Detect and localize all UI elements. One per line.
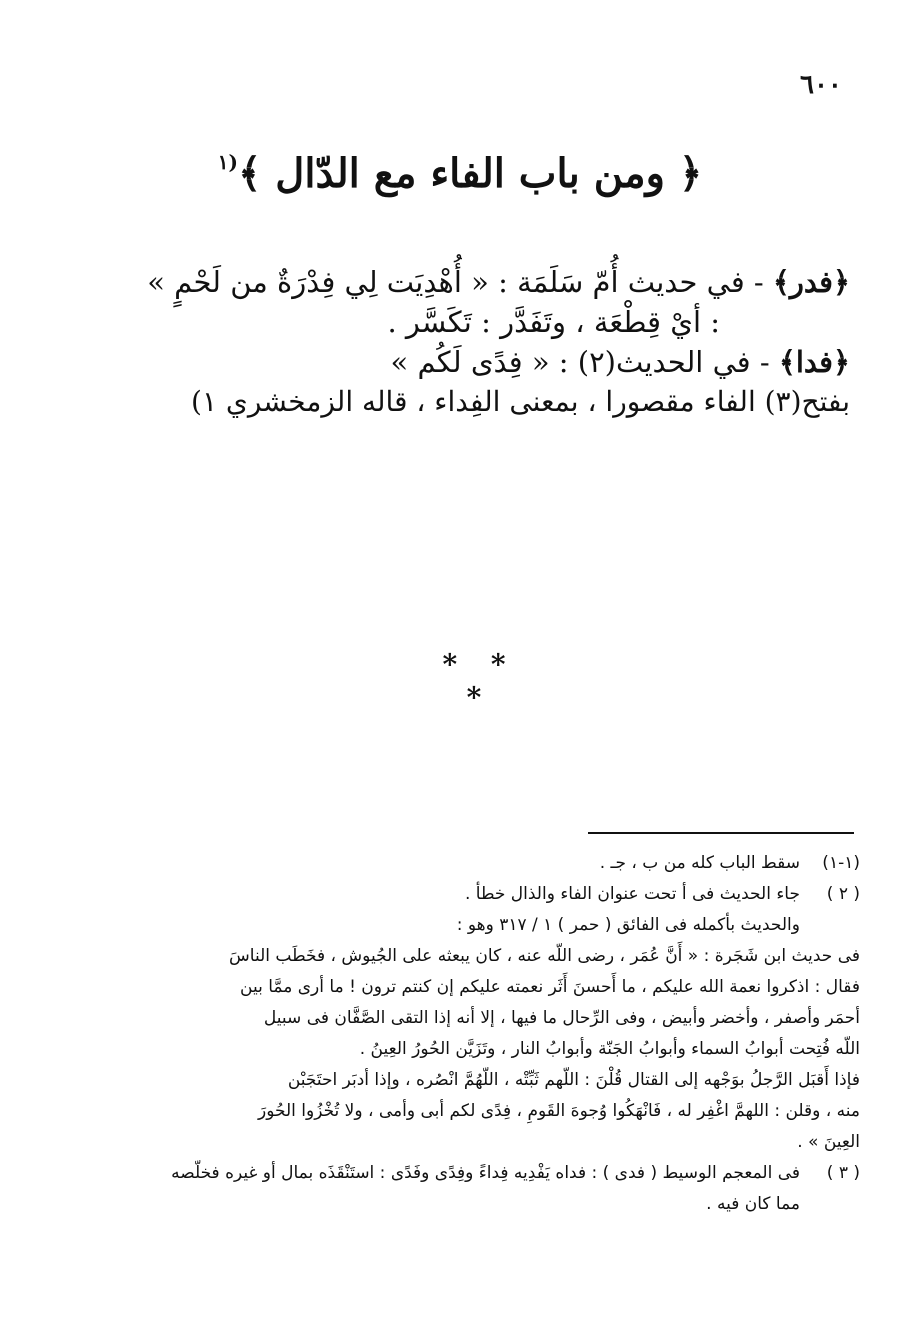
quote-line-1: فى حديث ابن شَجَرة : « أَنَّ عُمَر ، رضى اللّه عنه ، كان يبعثه على الجُيوش ، فخَطَب الناسَ [229, 946, 860, 966]
footnote-3-line-2: مما كان فيه . [706, 1194, 800, 1214]
chapter-title-text: ﴿ ومن باب الفاء مع الدّال ﴾ [237, 150, 703, 197]
footnote-2-text: جاء الحديث فى أ تحت عنوان الفاء والذال خطأ . [464, 884, 800, 904]
entry-fada-headword: ﴿فدا﴾ [778, 345, 850, 379]
entry-fada-text-1: - في الحديث(٢) : « فِدًى لَكُم » [390, 345, 770, 379]
footnotes [60, 848, 860, 1220]
quote-line-5: فإذا أَقبَل الرَّجلُ بوَجْهه إلى القتال قُلْنَ : اللّهم ثَبِّتْه ، اللّهُمَّ انْصُره ، وإذا أدبَر احتَجَبْن [287, 1070, 860, 1090]
quote-line-3: أحمَر وأصفر ، وأخضر وأبيض ، وفى الرِّحال ما فيها ، إلا أنه إذا التقى الصَّفَّان فى سبيل [263, 1008, 860, 1028]
footnote-2-line-2: والحديث بأكمله فى الفائق ( حمر ) ١ / ٣١٧ وهو : [456, 915, 800, 935]
entry-fada-line-2: بفتح(٣) الفاء مقصورا ، بمعنى الفِداء ، قاله الزمخشري ١) [191, 385, 850, 418]
footnote-1-text: سقط الباب كله من ب ، جـ . [599, 853, 800, 873]
footnote-1 [60, 848, 860, 879]
footnote-1-number: (١-١) [822, 853, 860, 873]
footnote-rule [588, 832, 854, 834]
footnote-3-number: ( ٣ ) [826, 1163, 860, 1183]
footnote-2 [60, 879, 860, 1158]
footnote-2-quote [60, 941, 860, 1158]
footnote-3-text: فى المعجم الوسيط ( فدى ) : فداه يَفْدِيه فِداءً وفِدًى وفَدًى : استَنْقَذَه بمال أو غيره فخلّصه [171, 1163, 800, 1183]
footnote-3 [60, 1158, 860, 1220]
chapter-note-marker: (١ [217, 150, 238, 174]
entry-fadr-headword: ﴿فدر﴾ [772, 265, 850, 299]
quote-line-6: منه ، وقلن : اللهمَّ اغْفِر له ، فَانْهَكُوا وُجوهَ القَومِ ، فِدًى لكم أبى وأمى ، ولا تُخْزُوا الحُورَ [257, 1101, 860, 1121]
quote-line-2: فقال : اذكروا نعمة الله عليكم ، ما أَحسنَ أَثَر نعمته عليكم إن كنتم ترون ! ما أرى ممَّا بين [240, 977, 860, 997]
quote-line-4: اللّه فُتِحت أبوابُ السماء وأبوابُ الجَنّة وأبوابُ النار ، وتَزَيَّن الحُورُ العِينُ . [359, 1039, 860, 1059]
entry-fadr-text-1: - في حديث أُمّ سَلَمَة : « أُهْدِيَت لِي فِدْرَةٌ من لَحْمٍ » [147, 265, 764, 299]
chapter-title [180, 150, 740, 197]
page-number: ٦٠٠ [800, 70, 842, 100]
entry-fadr-line-1 [80, 262, 850, 302]
entry-fadr-line-2: : أيْ قِطْعَة ، وتَفَدَّر : تَكَسَّر . [387, 305, 720, 339]
section-separator: * * * [442, 648, 518, 714]
quote-line-7: العِينَ » . [797, 1132, 860, 1152]
entry-fada-line-1 [80, 342, 850, 382]
footnote-2-number: ( ٢ ) [826, 884, 860, 904]
dictionary-entries [80, 262, 850, 422]
